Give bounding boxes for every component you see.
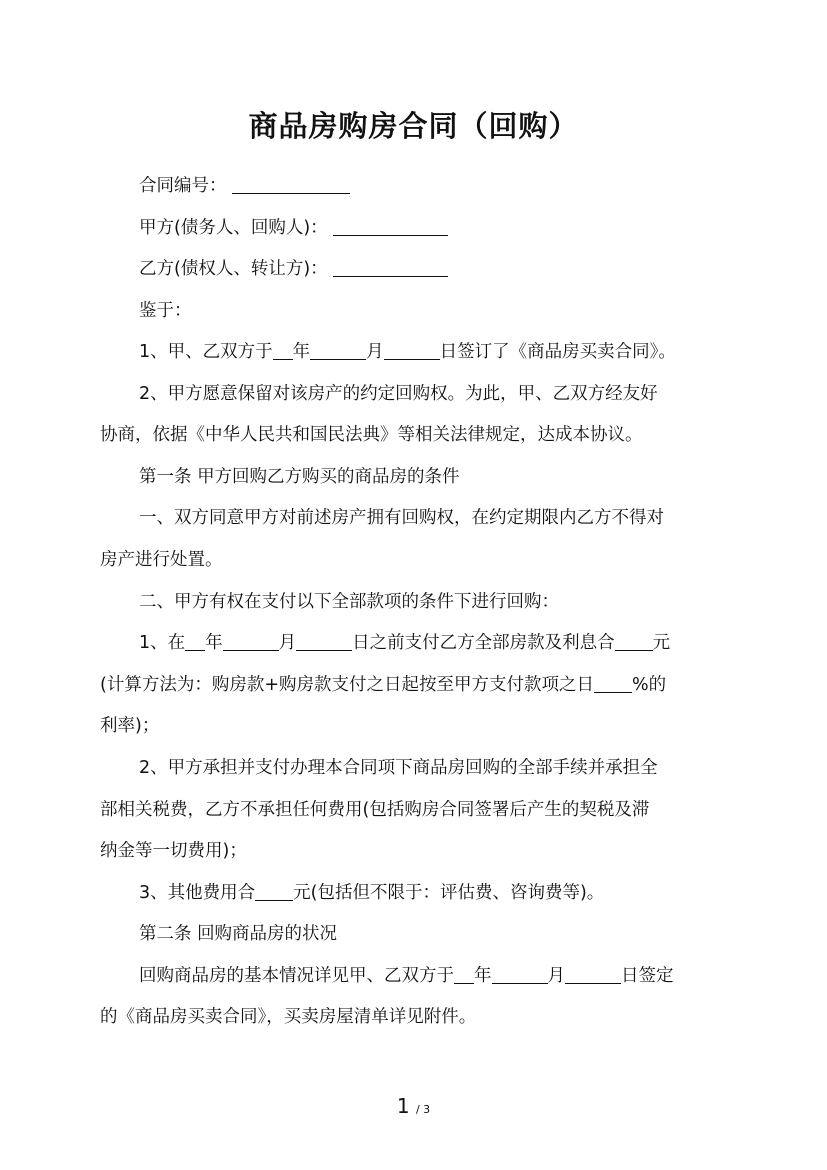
month-blank[interactable] — [223, 633, 279, 652]
article-2-title: 第二条 回购商品房的状况 — [139, 924, 338, 944]
contract-number-blank[interactable] — [232, 176, 350, 195]
article-2-line-1 — [100, 956, 769, 998]
document-title: 商品房购房合同（回购） — [248, 109, 579, 143]
whereas-item-1 — [100, 332, 769, 374]
percent-label: %的 — [632, 675, 667, 695]
condition-2-line-2: 部相关税费，乙方不承担任何费用(包括购房合同签署后产生的契税及滞 — [100, 800, 650, 820]
party-a-line — [100, 208, 769, 250]
party-b-blank[interactable] — [333, 259, 448, 278]
article-2-text: 回购商品房的基本情况详见甲、乙双方于 — [139, 966, 454, 986]
rate-blank[interactable] — [594, 675, 632, 694]
condition-1-line-2 — [100, 665, 730, 707]
page-indicator — [0, 1094, 827, 1118]
year-label: 年 — [205, 633, 223, 653]
whereas-line: 鉴于： — [139, 301, 192, 321]
year-label: 年 — [474, 966, 492, 986]
total-pages: / 3 — [415, 1103, 431, 1116]
month-label: 月 — [278, 633, 297, 653]
month-blank[interactable] — [492, 966, 548, 985]
condition-1-line-3: 利率)； — [100, 716, 160, 736]
party-a-blank[interactable] — [333, 218, 448, 237]
condition-2-line-1: 2、甲方承担并支付办理本合同项下商品房回购的全部手续并承担全 — [139, 758, 658, 778]
party-a-label: 甲方(债务人、回购人)： — [139, 218, 328, 238]
whereas-item-2-line-2: 协商，依据《中华人民共和国民法典》等相关法律规定，达成本协议。 — [100, 425, 643, 445]
contract-number-label: 合同编号： — [139, 176, 227, 196]
condition-1-formula: (计算方法为：购房款+购房款支付之日起按至甲方支付款项之日 — [100, 675, 594, 695]
amount-blank[interactable] — [615, 633, 653, 652]
party-b-label: 乙方(债权人、转让方)： — [139, 259, 328, 279]
whereas-1-tail: 日签订了《商品房买卖合同》。 — [439, 342, 676, 362]
fee-blank[interactable] — [255, 883, 293, 902]
article-1-para-1-line-1: 一、双方同意甲方对前述房产拥有回购权，在约定期限内乙方不得对 — [139, 508, 664, 528]
article-1-title: 第一条 甲方回购乙方购买的商品房的条件 — [139, 467, 460, 487]
month-label: 月 — [547, 966, 565, 986]
condition-1-mid: 日之前支付乙方全部房款及利息合 — [352, 633, 615, 653]
condition-3-tail: 元(包括但不限于：评估费、咨询费等)。 — [293, 883, 605, 903]
year-blank[interactable] — [273, 342, 293, 361]
month-blank[interactable] — [310, 342, 366, 361]
day-blank[interactable] — [384, 342, 440, 361]
condition-3-text: 3、其他费用合 — [139, 883, 256, 903]
condition-3 — [100, 873, 769, 915]
currency-label: 元 — [652, 633, 671, 653]
party-b-line — [100, 249, 769, 291]
year-blank[interactable] — [185, 633, 205, 652]
current-page: 1 — [396, 1094, 410, 1118]
condition-1-line-1 — [100, 623, 769, 665]
condition-1-text: 1、在 — [139, 633, 186, 653]
article-2-line-2: 的《商品房买卖合同》，买卖房屋清单详见附件。 — [100, 1007, 477, 1027]
article-1-para-1-line-2: 房产进行处置。 — [100, 550, 223, 570]
day-blank[interactable] — [565, 966, 621, 985]
whereas-1-text: 1、甲、乙双方于 — [139, 342, 273, 362]
condition-2-line-3: 纳金等一切费用)； — [100, 841, 247, 861]
article-2-tail: 日签定 — [621, 966, 674, 986]
month-label: 月 — [366, 342, 384, 362]
article-1-para-2: 二、甲方有权在支付以下全部款项的条件下进行回购： — [139, 592, 559, 612]
day-blank[interactable] — [296, 633, 352, 652]
year-label: 年 — [292, 342, 311, 362]
contract-number-line — [100, 166, 769, 208]
year-blank[interactable] — [454, 966, 474, 985]
whereas-item-2-line-1: 2、甲方愿意保留对该房产的约定回购权。为此，甲、乙双方经友好 — [139, 384, 658, 404]
